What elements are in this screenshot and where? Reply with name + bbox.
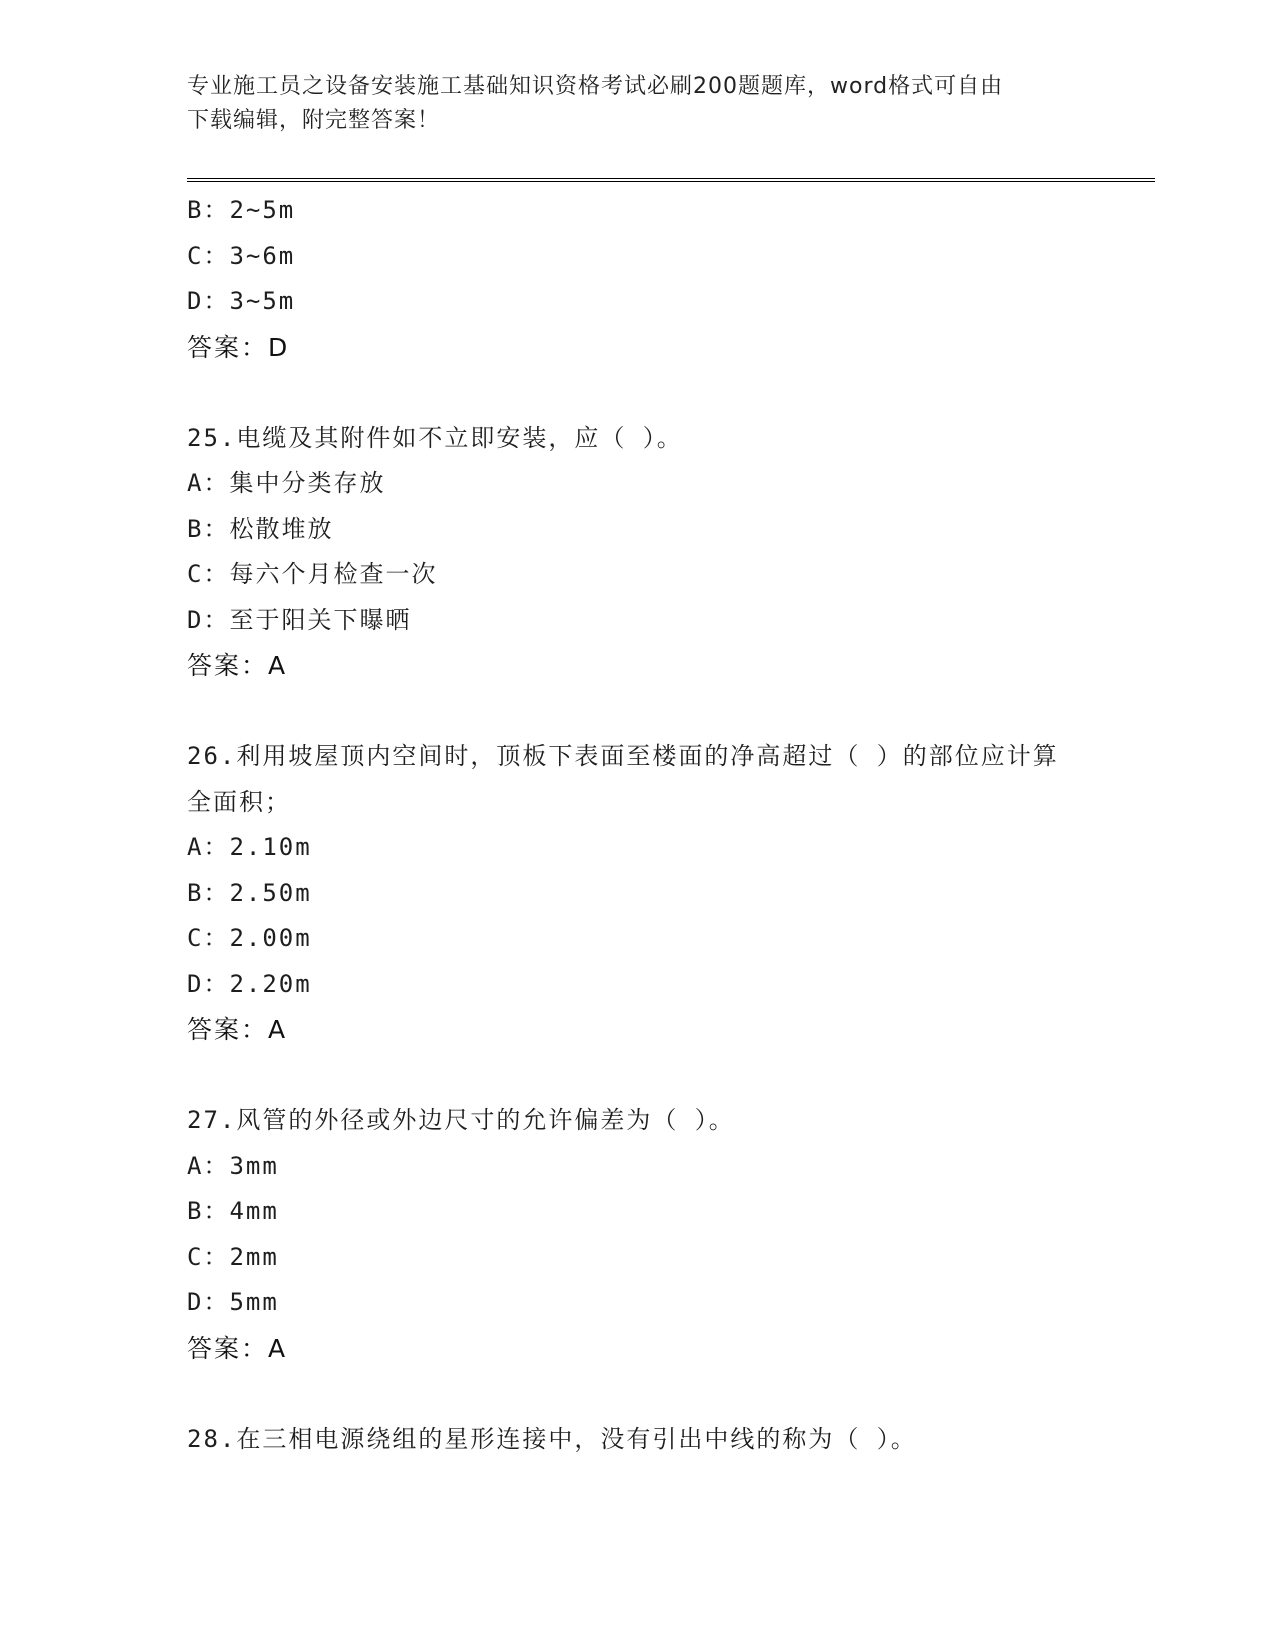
option-b: B：2~5m — [187, 196, 296, 224]
option-c: C：3~6m — [187, 241, 296, 270]
answer-line: 答案：A — [187, 1333, 288, 1363]
option-d: D：2.20m — [187, 969, 312, 998]
question-stem: 28.在三相电源绕组的星形连接中，没有引出中线的称为（ ）。 — [187, 1424, 917, 1453]
option-d: D：3~5m — [187, 287, 296, 315]
option-c: C：2.00m — [187, 924, 312, 952]
option-b: B：松散堆放 — [187, 514, 334, 543]
option-b: B：2.50m — [187, 878, 312, 907]
question-stem: 26.利用坡屋顶内空间时，顶板下表面至楼面的净高超过（ ）的部位应计算全面积； — [187, 742, 1059, 816]
option-a: A：集中分类存放 — [187, 469, 386, 497]
option-c: C：每六个月检查一次 — [187, 560, 438, 588]
option-d: D：至于阳关下曝晒 — [187, 605, 412, 634]
answer-line: 答案：D — [187, 332, 290, 362]
option-d: D：5mm — [187, 1288, 279, 1316]
question-list — [187, 188, 1087, 1462]
header-title-line-1: 专业施工员之设备安装施工基础知识资格考试必刷200题题库，word格式可自由 — [187, 74, 1004, 99]
option-a: A：3mm — [187, 1151, 279, 1180]
answer-line: 答案：A — [187, 651, 288, 680]
question-stem: 25.电缆及其附件如不立即安装，应（ ）。 — [187, 423, 683, 452]
option-a: A：2.10m — [187, 833, 312, 861]
option-c: C：2mm — [187, 1242, 279, 1271]
header-title-line-2: 下载编辑，附完整答案！ — [187, 108, 441, 133]
option-b: B：4mm — [187, 1197, 279, 1225]
header-divider — [187, 178, 1155, 182]
question-stem: 27.风管的外径或外边尺寸的允许偏差为（ ）。 — [187, 1106, 735, 1134]
page-header — [187, 70, 1087, 138]
answer-line: 答案：A — [187, 1015, 288, 1044]
